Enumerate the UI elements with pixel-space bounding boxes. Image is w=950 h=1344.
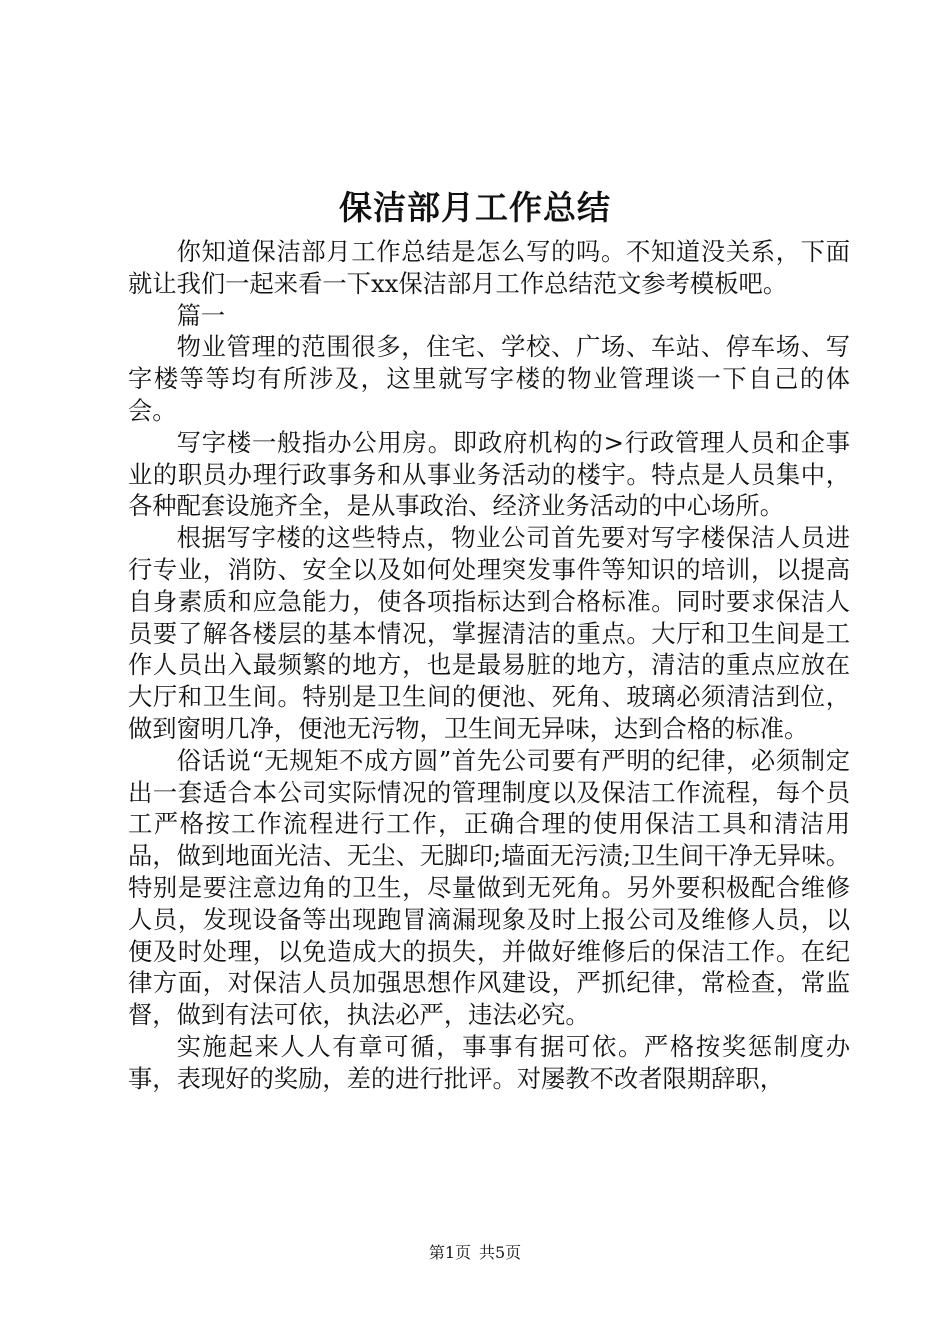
page-number: 第1页	[428, 1243, 471, 1262]
page-footer	[0, 1242, 950, 1264]
paragraph-scope: 物业管理的范围很多，住宅、学校、广场、车站、停车场、写字楼等等均有所涉及，这里就写字楼的物业管理谈一下自己的体会。	[128, 332, 850, 425]
document-body	[128, 236, 850, 1095]
paragraph-training: 根据写字楼的这些特点，物业公司首先要对写字楼保洁人员进行专业，消防、安全以及如何处理突发事件等知识的培训，以提高自身素质和应急能力，使各项指标达到合格标准。同时要求保洁人员要了解各楼层的基本情况，掌握清洁的重点。大厅和卫生间是工作人员出入最频繁的地方，也是最易脏的地方，清洁的重点应放在大厅和卫生间。特别是卫生间的便池、死角、玻璃必须清洁到位，做到窗明几净，便池无污物，卫生间无异味，达到合格的标准。	[128, 523, 850, 743]
paragraph-office-definition: 写字楼一般指办公用房。即政府机构的>行政管理人员和企事业的职员办理行政事务和从事业务活动的楼宇。特点是人员集中，各种配套设施齐全，是从事政治、经济业务活动的中心场所。	[128, 427, 850, 521]
document-title: 保洁部月工作总结	[339, 188, 611, 227]
paragraph-section-heading: 篇一	[176, 300, 226, 330]
page-total: 共5页	[479, 1243, 522, 1262]
paragraph-intro: 你知道保洁部月工作总结是怎么写的吗。不知道没关系，下面就让我们一起来看一下xx保洁部月工作总结范文参考模板吧。	[128, 237, 850, 298]
paragraph-discipline: 俗话说“无规矩不成方圆”首先公司要有严明的纪律，必须制定出一套适合本公司实际情况的管理制度以及保洁工作流程，每个员工严格按工作流程进行工作，正确合理的使用保洁工具和清洁用品，做到地面光洁、无尘、无脚印;墙面无污渍;卫生间干净无异味。特别是要注意边角的卫生，尽量做到无死角。另外要积极配合维修人员，发现设备等出现跑冒滴漏现象及时上报公司及维修人员，以便及时处理，以免造成大的损失，并做好维修后的保洁工作。在纪律方面，对保洁人员加强思想作风建设，严抓纪律，常检查，常监督，做到有法可依，执法必严，违法必究。	[128, 745, 850, 1030]
paragraph-implementation: 实施起来人人有章可循，事事有据可依。严格按奖惩制度办事，表现好的奖励，差的进行批评。对屡教不改者限期辞职，	[128, 1031, 850, 1093]
